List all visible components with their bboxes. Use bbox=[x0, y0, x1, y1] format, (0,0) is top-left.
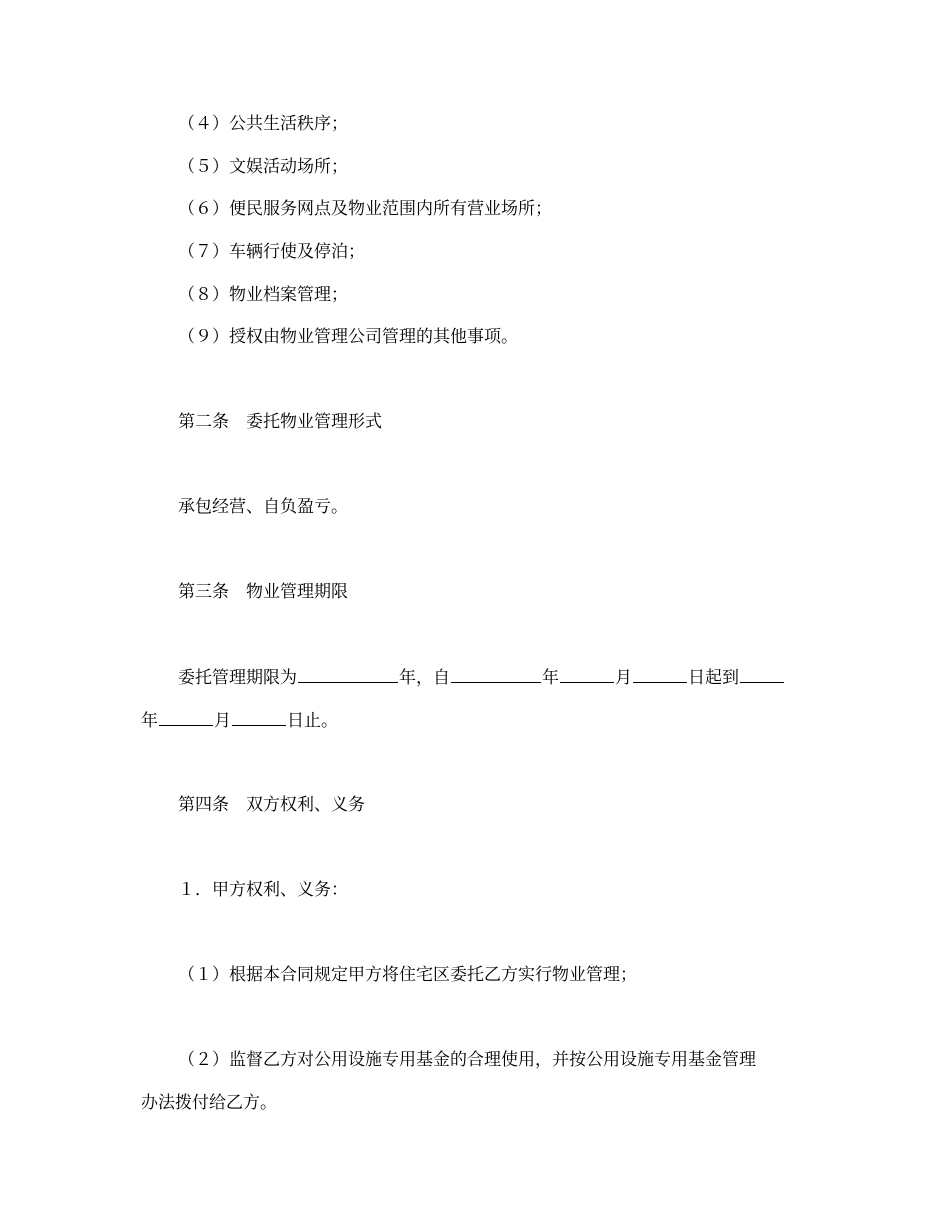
article-4-title: 第四条 双方权利、义务 bbox=[178, 795, 365, 815]
term-text: 日止。 bbox=[287, 711, 338, 731]
start-day-blank[interactable] bbox=[633, 666, 687, 683]
term-text: 日起到 bbox=[688, 668, 739, 688]
start-month-blank[interactable] bbox=[560, 666, 614, 683]
list-item: （４）公共生活秩序； bbox=[178, 114, 348, 134]
article-2-title: 第二条 委托物业管理形式 bbox=[178, 412, 382, 432]
article-3-title: 第三条 物业管理期限 bbox=[178, 582, 348, 602]
term-text: 年 bbox=[542, 668, 559, 688]
end-month-blank[interactable] bbox=[159, 709, 213, 726]
term-text: 月 bbox=[214, 711, 231, 731]
term-text: 委托管理期限为 bbox=[178, 668, 297, 688]
list-item: （９）授权由物业管理公司管理的其他事项。 bbox=[178, 327, 518, 347]
clause: （２）监督乙方对公用设施专用基金的合理使用，并按公用设施专用基金管理 bbox=[178, 1050, 756, 1070]
term-text: 年，自 bbox=[399, 668, 450, 688]
term-text: 年 bbox=[141, 711, 158, 731]
subsection-heading: １．甲方权利、义务： bbox=[178, 880, 348, 900]
list-item: （８）物业档案管理； bbox=[178, 285, 348, 305]
start-year-blank[interactable] bbox=[451, 666, 541, 683]
term-text: 月 bbox=[615, 668, 632, 688]
term-line-2 bbox=[141, 709, 338, 732]
list-item: （７）车辆行使及停泊； bbox=[178, 242, 365, 262]
list-item: （６）便民服务网点及物业范围内所有营业场所； bbox=[178, 199, 552, 219]
term-line-1 bbox=[178, 666, 785, 689]
article-2-body: 承包经营、自负盈亏。 bbox=[178, 497, 348, 517]
end-year-blank[interactable] bbox=[740, 666, 784, 683]
list-item: （５）文娱活动场所； bbox=[178, 157, 348, 177]
end-day-blank[interactable] bbox=[232, 709, 286, 726]
clause: （１）根据本合同规定甲方将住宅区委托乙方实行物业管理； bbox=[178, 965, 637, 985]
year-count-blank[interactable] bbox=[298, 666, 398, 683]
clause-continuation: 办法拨付给乙方。 bbox=[141, 1093, 277, 1113]
